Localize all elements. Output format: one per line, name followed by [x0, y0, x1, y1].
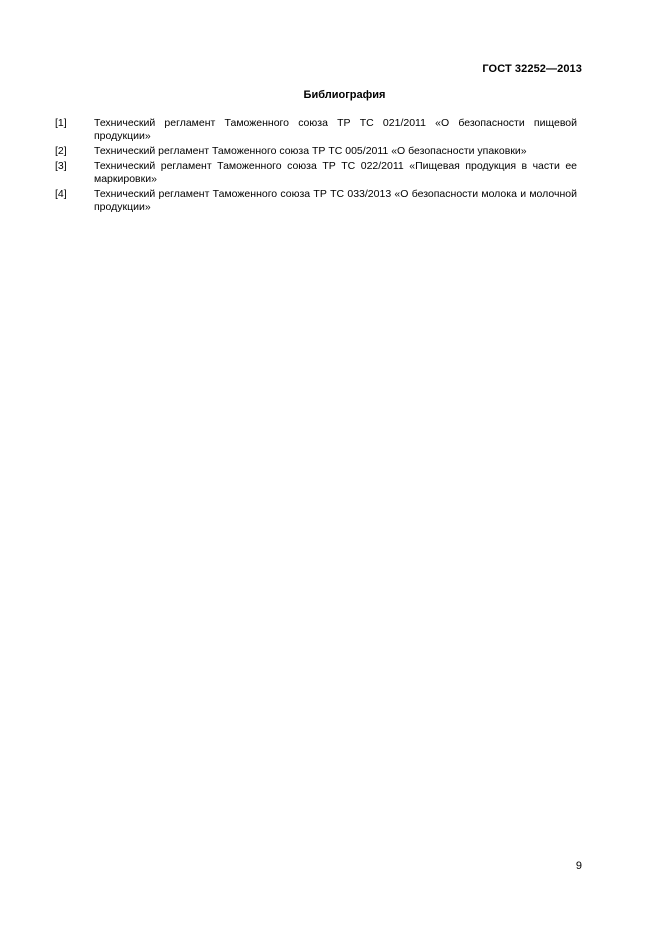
reference-text: Технический регламент Таможенного союза ТР ТС 021/2011 «О безопасности пищевой продукции» — [94, 117, 577, 142]
reference-text: Технический регламент Таможенного союза ТР ТС 005/2011 «О безопасности упаковки» — [94, 145, 527, 157]
bibliography-list — [55, 117, 577, 216]
page-number: 9 — [575, 860, 582, 872]
bibliography-item — [55, 188, 577, 214]
section-title: Библиография — [303, 89, 386, 101]
document-code: ГОСТ 32252—2013 — [482, 63, 582, 75]
reference-text: Технический регламент Таможенного союза ТР ТС 022/2011 «Пищевая продукция в части ее маркировки» — [94, 160, 577, 185]
bibliography-item — [55, 160, 577, 186]
reference-number: [1] — [55, 117, 67, 129]
reference-number: [4] — [55, 188, 67, 200]
bibliography-item — [55, 145, 577, 158]
bibliography-item — [55, 117, 577, 143]
reference-number: [2] — [55, 145, 67, 157]
reference-number: [3] — [55, 160, 67, 172]
reference-text: Технический регламент Таможенного союза ТР ТС 033/2013 «О безопасности молока и молочной продукции» — [94, 188, 577, 213]
